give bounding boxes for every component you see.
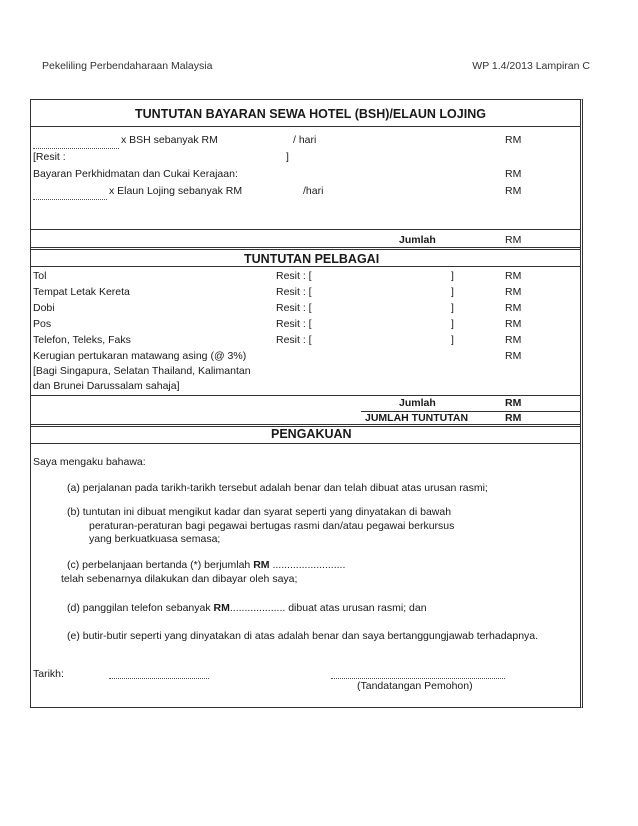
resit-open: [Resit : bbox=[33, 151, 66, 163]
jumlah-label: Jumlah bbox=[399, 397, 436, 409]
misc-label: Tol bbox=[33, 270, 47, 282]
declaration-b: peraturan-peraturan bagi pegawai bertugas rasmi dan/atau pegawai berkursus bbox=[89, 520, 455, 532]
rm-label: RM bbox=[505, 185, 522, 197]
document-reference: WP 1.4/2013 Lampiran C bbox=[472, 60, 590, 72]
resit-close: ] bbox=[286, 151, 289, 163]
phone-amount-field[interactable]: ................... dibuat atas urusan rasmi; dan bbox=[229, 602, 427, 614]
declaration-d bbox=[67, 602, 427, 614]
declaration-a: (a) perjalanan pada tarikh-tarikh tersebut adalah benar dan telah dibuat atas urusan rasmi; bbox=[67, 482, 488, 494]
misc-label: Tempat Letak Kereta bbox=[33, 286, 130, 298]
resit-field[interactable]: Resit : [ bbox=[276, 318, 312, 330]
jumlah-label: Jumlah bbox=[399, 234, 436, 246]
amount-field[interactable]: ......................... bbox=[269, 559, 346, 571]
rm-label: RM bbox=[505, 397, 522, 409]
declaration-c-text: (c) perbelanjaan bertanda (*) berjumlah bbox=[67, 559, 254, 571]
rm-label: RM bbox=[253, 559, 270, 571]
rm-label: RM bbox=[505, 286, 522, 298]
bsh-nights-field[interactable] bbox=[33, 148, 119, 149]
declaration-b: (b) tuntutan ini dibuat mengikut kadar dan syarat seperti yang dinyatakan di bawah bbox=[67, 506, 452, 518]
resit-field[interactable]: Resit : [ bbox=[276, 270, 312, 282]
exchange-loss-note: dan Brunei Darussalam sahaja] bbox=[33, 380, 180, 392]
bsh-label: x BSH sebanyak RM bbox=[121, 134, 218, 146]
lojing-label: x Elaun Lojing sebanyak RM bbox=[109, 185, 243, 197]
declaration-c: telah sebenarnya dilakukan dan dibayar oleh saya; bbox=[61, 573, 298, 585]
rm-label: RM bbox=[505, 270, 522, 282]
section-title-declaration: PENGAKUAN bbox=[271, 427, 352, 441]
rm-label: RM bbox=[505, 234, 522, 246]
date-field[interactable] bbox=[109, 678, 209, 679]
resit-close: ] bbox=[451, 286, 454, 298]
circular-title: Pekeliling Perbendaharaan Malaysia bbox=[42, 60, 213, 72]
resit-close: ] bbox=[451, 318, 454, 330]
misc-label: Pos bbox=[33, 318, 52, 330]
exchange-loss-note: [Bagi Singapura, Selatan Thailand, Kalimantan bbox=[33, 365, 251, 377]
rm-label: RM bbox=[505, 412, 522, 424]
misc-label: Telefon, Teleks, Faks bbox=[33, 334, 131, 346]
rm-label: RM bbox=[505, 134, 522, 146]
rm-label: RM bbox=[213, 602, 230, 614]
declaration-intro: Saya mengaku bahawa: bbox=[33, 456, 146, 468]
declaration-d-text: (d) panggilan telefon sebanyak bbox=[67, 602, 214, 614]
misc-label: Dobi bbox=[33, 302, 55, 314]
exchange-loss-label: Kerugian pertukaran matawang asing (@ 3%) bbox=[33, 350, 247, 362]
section-title-misc: TUNTUTAN PELBAGAI bbox=[244, 252, 380, 266]
claim-form bbox=[30, 99, 583, 708]
resit-close: ] bbox=[451, 302, 454, 314]
tarikh-label: Tarikh: bbox=[33, 668, 64, 680]
section-title-hotel: TUNTUTAN BAYARAN SEWA HOTEL (BSH)/ELAUN LOJING bbox=[135, 107, 486, 121]
lojing-per-day: /hari bbox=[303, 185, 324, 197]
rm-label: RM bbox=[505, 302, 522, 314]
resit-field[interactable]: Resit : [ bbox=[276, 334, 312, 346]
declaration-e: (e) butir-butir seperti yang dinyatakan di atas adalah benar dan saya bertanggungjawab terhadapnya. bbox=[67, 630, 539, 642]
resit-close: ] bbox=[451, 334, 454, 346]
lojing-nights-field[interactable] bbox=[33, 199, 107, 200]
declaration-b: yang berkuatkuasa semasa; bbox=[89, 533, 221, 545]
rm-label: RM bbox=[505, 168, 522, 180]
rm-label: RM bbox=[505, 334, 522, 346]
bsh-per-day: / hari bbox=[293, 134, 317, 146]
resit-close: ] bbox=[451, 270, 454, 282]
rm-label: RM bbox=[505, 318, 522, 330]
jumlah-tuntutan-label: JUMLAH TUNTUTAN bbox=[365, 412, 469, 424]
resit-field[interactable]: Resit : [ bbox=[276, 286, 312, 298]
tax-label: Bayaran Perkhidmatan dan Cukai Kerajaan: bbox=[33, 168, 238, 180]
rm-label: RM bbox=[505, 350, 522, 362]
signature-label: (Tandatangan Pemohon) bbox=[357, 680, 473, 692]
signature-field[interactable] bbox=[331, 678, 505, 679]
declaration-c bbox=[67, 559, 345, 571]
resit-field[interactable]: Resit : [ bbox=[276, 302, 312, 314]
